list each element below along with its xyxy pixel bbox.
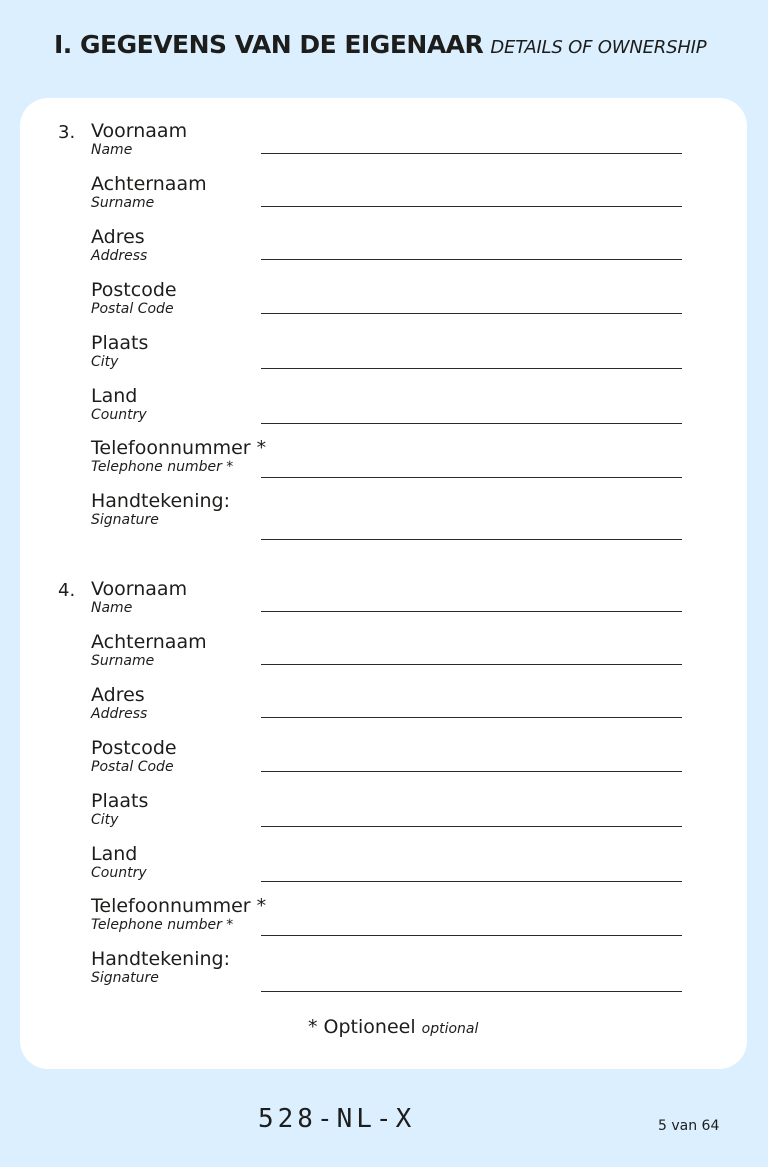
field-postal-code bbox=[20, 737, 747, 787]
postal-code-input-line[interactable] bbox=[261, 771, 682, 772]
field-sublabel: Address bbox=[91, 248, 148, 264]
field-sublabel: City bbox=[91, 354, 119, 370]
field-city bbox=[20, 332, 747, 382]
document-code: 528-NL-X bbox=[258, 1104, 416, 1134]
field-label: Handtekening: bbox=[91, 948, 231, 970]
optional-footnote bbox=[308, 1016, 478, 1038]
section-number: 4. bbox=[58, 580, 76, 601]
field-label: Voornaam bbox=[91, 578, 188, 600]
telephone-input-line[interactable] bbox=[261, 935, 682, 936]
field-sublabel: Signature bbox=[91, 970, 159, 986]
field-sublabel: Country bbox=[91, 865, 147, 881]
field-surname bbox=[20, 173, 747, 223]
field-label: Voornaam bbox=[91, 120, 188, 142]
page-number: 5 van 64 bbox=[658, 1118, 720, 1134]
field-telephone bbox=[20, 437, 747, 487]
field-telephone bbox=[20, 895, 747, 945]
form-card bbox=[20, 98, 747, 1069]
field-sublabel: Telephone number * bbox=[91, 917, 234, 933]
field-label: Adres bbox=[91, 226, 145, 248]
field-sublabel: Address bbox=[91, 706, 148, 722]
field-sublabel: Postal Code bbox=[91, 301, 174, 317]
field-surname bbox=[20, 631, 747, 681]
address-input-line[interactable] bbox=[261, 717, 682, 718]
country-input-line[interactable] bbox=[261, 881, 682, 882]
field-postal-code bbox=[20, 279, 747, 329]
field-signature bbox=[20, 948, 747, 998]
field-sublabel: Surname bbox=[91, 653, 155, 669]
field-sublabel: Country bbox=[91, 407, 147, 423]
field-sublabel: Name bbox=[91, 600, 133, 616]
field-first-name bbox=[20, 120, 747, 170]
field-country bbox=[20, 385, 747, 435]
field-sublabel: Postal Code bbox=[91, 759, 174, 775]
field-first-name bbox=[20, 578, 747, 628]
field-country bbox=[20, 843, 747, 893]
signature-input-line[interactable] bbox=[261, 539, 682, 540]
city-input-line[interactable] bbox=[261, 368, 682, 369]
field-label: Telefoonnummer * bbox=[91, 437, 267, 459]
field-sublabel: Name bbox=[91, 142, 133, 158]
field-city bbox=[20, 790, 747, 840]
field-sublabel: Signature bbox=[91, 512, 159, 528]
field-label: Land bbox=[91, 385, 138, 407]
telephone-input-line[interactable] bbox=[261, 477, 682, 478]
section-subtitle: DETAILS OF OWNERSHIP bbox=[490, 37, 707, 58]
address-input-line[interactable] bbox=[261, 259, 682, 260]
field-label: Adres bbox=[91, 684, 145, 706]
postal-code-input-line[interactable] bbox=[261, 313, 682, 314]
field-label: Postcode bbox=[91, 737, 177, 759]
country-input-line[interactable] bbox=[261, 423, 682, 424]
optional-text: * Optioneel bbox=[308, 1016, 416, 1038]
field-label: Postcode bbox=[91, 279, 177, 301]
field-label: Plaats bbox=[91, 790, 149, 812]
field-address bbox=[20, 684, 747, 734]
page-header bbox=[54, 30, 706, 59]
surname-input-line[interactable] bbox=[261, 664, 682, 665]
section-number: 3. bbox=[58, 122, 76, 143]
field-label: Telefoonnummer * bbox=[91, 895, 267, 917]
first-name-input-line[interactable] bbox=[261, 611, 682, 612]
optional-translation: optional bbox=[421, 1021, 479, 1037]
field-sublabel: Telephone number * bbox=[91, 459, 234, 475]
field-label: Plaats bbox=[91, 332, 149, 354]
city-input-line[interactable] bbox=[261, 826, 682, 827]
section-title: I. GEGEVENS VAN DE EIGENAAR bbox=[54, 30, 484, 59]
signature-input-line[interactable] bbox=[261, 991, 682, 992]
field-sublabel: Surname bbox=[91, 195, 155, 211]
field-signature bbox=[20, 490, 747, 540]
surname-input-line[interactable] bbox=[261, 206, 682, 207]
field-label: Achternaam bbox=[91, 631, 207, 653]
field-address bbox=[20, 226, 747, 276]
field-sublabel: City bbox=[91, 812, 119, 828]
first-name-input-line[interactable] bbox=[261, 153, 682, 154]
field-label: Handtekening: bbox=[91, 490, 231, 512]
field-label: Land bbox=[91, 843, 138, 865]
field-label: Achternaam bbox=[91, 173, 207, 195]
